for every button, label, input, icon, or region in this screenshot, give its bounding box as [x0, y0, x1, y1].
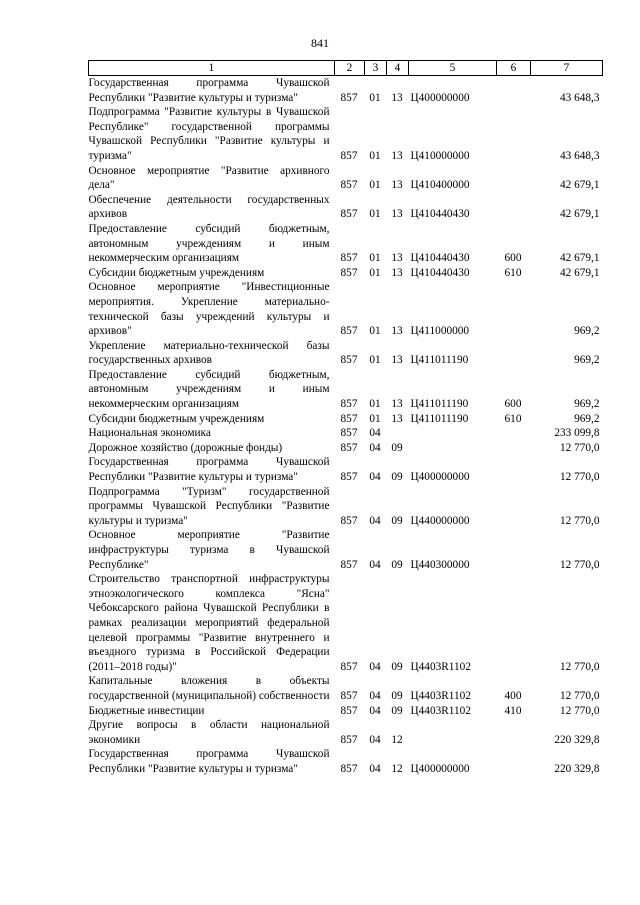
row-col-5: Ц410440430: [410, 252, 470, 265]
table-row: [89, 339, 603, 368]
table-body: [89, 76, 603, 777]
row-col-2: 857: [340, 660, 358, 673]
page-number: 841: [311, 36, 329, 50]
row-col-2: 857: [340, 471, 358, 484]
row-col-7: 42 679,1: [559, 252, 600, 265]
row-col-7: 12 770,0: [559, 558, 600, 571]
row-col-4: 13: [391, 354, 403, 367]
row-col-5: Ц400000000: [410, 471, 470, 484]
row-col-5: Ц411011190: [410, 412, 469, 425]
row-col-6: [497, 164, 531, 193]
row-col-4: 12: [391, 762, 403, 775]
row-col-3: 01: [369, 266, 381, 279]
row-col-7: 42 679,1: [559, 266, 600, 279]
row-col-5: [409, 441, 497, 456]
row-col-2: 857: [340, 441, 358, 454]
row-col-3: 04: [369, 762, 381, 775]
table-header-row: [89, 61, 603, 76]
row-col-3: 04: [369, 689, 381, 702]
row-col-7: 969,2: [574, 412, 600, 425]
header-col-1: 1: [89, 61, 335, 76]
row-name: Обеспечение деятельности государственных архивов: [88, 193, 330, 221]
row-col-4: 13: [391, 179, 403, 192]
header-col-4: 4: [387, 61, 409, 76]
row-col-4: 12: [391, 733, 403, 746]
row-name: Строительство транспортной инфраструктуры этноэкологического комплекса "Ясна" Чебоксарского района Чувашской Республики в рамках реализации мероприятий федеральной целевой программы "Развитие внутреннего и въездного туризма в Российской Федерации (2011–2018 годы)": [88, 573, 330, 673]
table-row: [89, 164, 603, 193]
row-col-7: 12 770,0: [559, 514, 600, 527]
row-col-5: Ц4403R1102: [410, 660, 471, 673]
row-col-4: 13: [391, 325, 403, 338]
row-col-4: 09: [391, 704, 403, 717]
row-col-2: 857: [340, 179, 358, 192]
row-col-6: 400: [504, 689, 522, 702]
row-col-2: 857: [340, 704, 358, 717]
table-row: [89, 105, 603, 163]
row-col-6: [497, 718, 531, 747]
row-col-4: 09: [391, 514, 403, 527]
row-col-7: 12 770,0: [559, 441, 600, 454]
row-col-3: 01: [369, 149, 381, 162]
table-row: [89, 412, 603, 427]
row-col-7: 42 679,1: [559, 179, 600, 192]
row-col-6: [497, 528, 531, 572]
row-col-6: [497, 76, 531, 106]
row-col-2: 857: [340, 412, 358, 425]
row-col-7: 220 329,8: [554, 733, 600, 746]
row-col-3: 04: [369, 704, 381, 717]
row-col-7: 969,2: [574, 398, 600, 411]
row-col-6: [497, 426, 531, 441]
table-row: [89, 426, 603, 441]
row-col-4: 13: [391, 398, 403, 411]
row-col-2: 857: [340, 149, 358, 162]
budget-table: [88, 60, 603, 777]
row-name: Капитальные вложения в объекты государственной (муниципальной) собственности: [88, 675, 330, 702]
row-name: Подпрограмма "Туризм" государственной программы Чувашской Республики "Развитие культуры и туризма": [88, 485, 330, 527]
row-col-4: 09: [391, 660, 403, 673]
row-col-3: 04: [369, 471, 381, 484]
row-col-2: 857: [340, 354, 358, 367]
row-col-3: 01: [369, 325, 381, 338]
row-col-3: 04: [369, 660, 381, 673]
row-col-2: 857: [340, 762, 358, 775]
row-col-4: 13: [391, 266, 403, 279]
row-col-6: 600: [504, 398, 522, 411]
row-col-2: 857: [340, 558, 358, 571]
table-row: [89, 674, 603, 703]
row-col-5: Ц440300000: [410, 558, 470, 571]
header-col-2: 2: [335, 61, 365, 76]
row-col-7: 220 329,8: [554, 762, 600, 775]
row-name: Другие вопросы в области национальной экономики: [88, 719, 330, 746]
row-col-2: 857: [340, 733, 358, 746]
table-row: [89, 747, 603, 776]
header-col-7: 7: [531, 61, 603, 76]
row-col-2: 857: [340, 514, 358, 527]
table-row: [89, 222, 603, 266]
row-name: Укрепление материально-технической базы государственных архивов: [88, 339, 330, 367]
row-col-6: [497, 572, 531, 674]
row-col-5: [409, 718, 497, 747]
row-col-5: Ц410000000: [410, 149, 470, 162]
row-col-6: [497, 455, 531, 484]
row-name: Субсидии бюджетным учреждениям: [88, 412, 265, 425]
row-col-5: Ц410440430: [410, 208, 470, 221]
row-col-6: 610: [504, 266, 522, 279]
row-col-6: 410: [504, 704, 522, 717]
row-col-4: [387, 426, 409, 441]
row-name: Подпрограмма "Развитие культуры в Чувашской Республике" государственной программы Чувашской Республики "Развитие культуры и туризма": [88, 106, 330, 162]
row-col-3: 01: [369, 354, 381, 367]
row-col-5: Ц411000000: [410, 325, 470, 338]
row-col-3: 01: [369, 398, 381, 411]
row-col-5: Ц4403R1102: [410, 689, 471, 702]
row-col-5: [409, 426, 497, 441]
row-name: Субсидии бюджетным учреждениям: [88, 266, 265, 279]
row-col-3: 01: [369, 252, 381, 265]
row-col-6: [497, 485, 531, 529]
header-col-5: 5: [409, 61, 497, 76]
row-col-4: 09: [391, 471, 403, 484]
row-col-6: [497, 105, 531, 163]
table-row: [89, 528, 603, 572]
table-row: [89, 704, 603, 719]
row-col-5: Ц400000000: [410, 762, 470, 775]
row-col-3: 04: [369, 558, 381, 571]
row-col-2: 857: [340, 325, 358, 338]
row-col-7: 43 648,3: [559, 91, 600, 104]
row-col-4: 13: [391, 208, 403, 221]
row-name: Предоставление субсидий бюджетным, автономным учреждениям и иным некоммерческим организациям: [88, 368, 330, 411]
row-col-5: Ц411011190: [410, 354, 469, 367]
table-row: [89, 193, 603, 222]
row-name: Основное мероприятие "Развитие архивного дела": [88, 164, 330, 192]
row-col-6: [497, 280, 531, 338]
row-col-4: 13: [391, 91, 403, 104]
row-name: Государственная программа Чувашской Республики "Развитие культуры и туризма": [88, 456, 330, 484]
row-col-5: Ц410440430: [410, 266, 470, 279]
row-name: Государственная программа Чувашской Республики "Развитие культуры и туризма": [88, 748, 330, 775]
row-col-7: 12 770,0: [559, 660, 600, 673]
table-row: [89, 572, 603, 674]
row-col-5: Ц440000000: [410, 514, 470, 527]
row-col-6: [497, 339, 531, 368]
row-col-3: 04: [369, 514, 381, 527]
row-col-2: 857: [340, 266, 358, 279]
table-row: [89, 280, 603, 338]
table-row: [89, 718, 603, 747]
row-col-3: 04: [369, 733, 381, 746]
row-name: Бюджетные инвестиции: [88, 704, 205, 717]
row-col-3: 01: [369, 412, 381, 425]
row-col-4: 09: [391, 441, 403, 454]
row-col-3: 01: [369, 179, 381, 192]
row-col-3: 04: [369, 441, 381, 454]
row-col-3: 01: [369, 91, 381, 104]
row-col-2: 857: [340, 427, 358, 440]
row-col-6: [497, 747, 531, 776]
row-col-7: 969,2: [574, 325, 600, 338]
row-col-5: Ц4403R1102: [410, 704, 471, 717]
row-col-7: 233 099,8: [554, 427, 600, 440]
header-col-3: 3: [365, 61, 387, 76]
row-name: Национальная экономика: [88, 427, 211, 440]
row-col-2: 857: [340, 252, 358, 265]
row-name: Предоставление субсидий бюджетным, автономным учреждениям и иным некоммерческим организациям: [88, 222, 330, 265]
row-name: Основное мероприятие "Инвестиционные мероприятия. Укрепление материально-технической базы учреждений культуры и архивов": [88, 281, 330, 338]
row-col-2: 857: [340, 398, 358, 411]
row-col-7: 12 770,0: [559, 689, 600, 702]
row-col-6: [497, 193, 531, 222]
row-name: Дорожное хозяйство (дорожные фонды): [88, 441, 283, 454]
row-col-2: 857: [340, 208, 358, 221]
row-col-2: 857: [340, 91, 358, 104]
row-col-5: Ц411011190: [410, 398, 469, 411]
row-col-4: 13: [391, 412, 403, 425]
row-col-5: Ц410400000: [410, 179, 470, 192]
row-col-6: 600: [504, 252, 522, 265]
row-col-7: 12 770,0: [559, 471, 600, 484]
table-row: [89, 441, 603, 456]
row-col-7: 12 770,0: [559, 704, 600, 717]
table-row: [89, 266, 603, 281]
table-row: [89, 368, 603, 412]
row-col-7: 969,2: [574, 354, 600, 367]
row-col-3: 04: [369, 427, 381, 440]
row-col-3: 01: [369, 208, 381, 221]
row-col-4: 09: [391, 689, 403, 702]
row-col-4: 13: [391, 149, 403, 162]
row-col-7: 42 679,1: [559, 208, 600, 221]
table-row: [89, 76, 603, 106]
row-name: Основное мероприятие "Развитие инфраструктуры туризма в Чувашской Республике": [88, 529, 330, 571]
row-col-6: [497, 441, 531, 456]
row-col-7: 43 648,3: [559, 149, 600, 162]
row-col-5: Ц400000000: [410, 91, 470, 104]
row-col-4: 09: [391, 558, 403, 571]
row-col-4: 13: [391, 252, 403, 265]
table-row: [89, 485, 603, 529]
row-col-2: 857: [340, 689, 358, 702]
table-row: [89, 455, 603, 484]
row-name: Государственная программа Чувашской Республики "Развитие культуры и туризма": [88, 77, 330, 104]
header-col-6: 6: [497, 61, 531, 76]
row-col-6: 610: [504, 412, 522, 425]
